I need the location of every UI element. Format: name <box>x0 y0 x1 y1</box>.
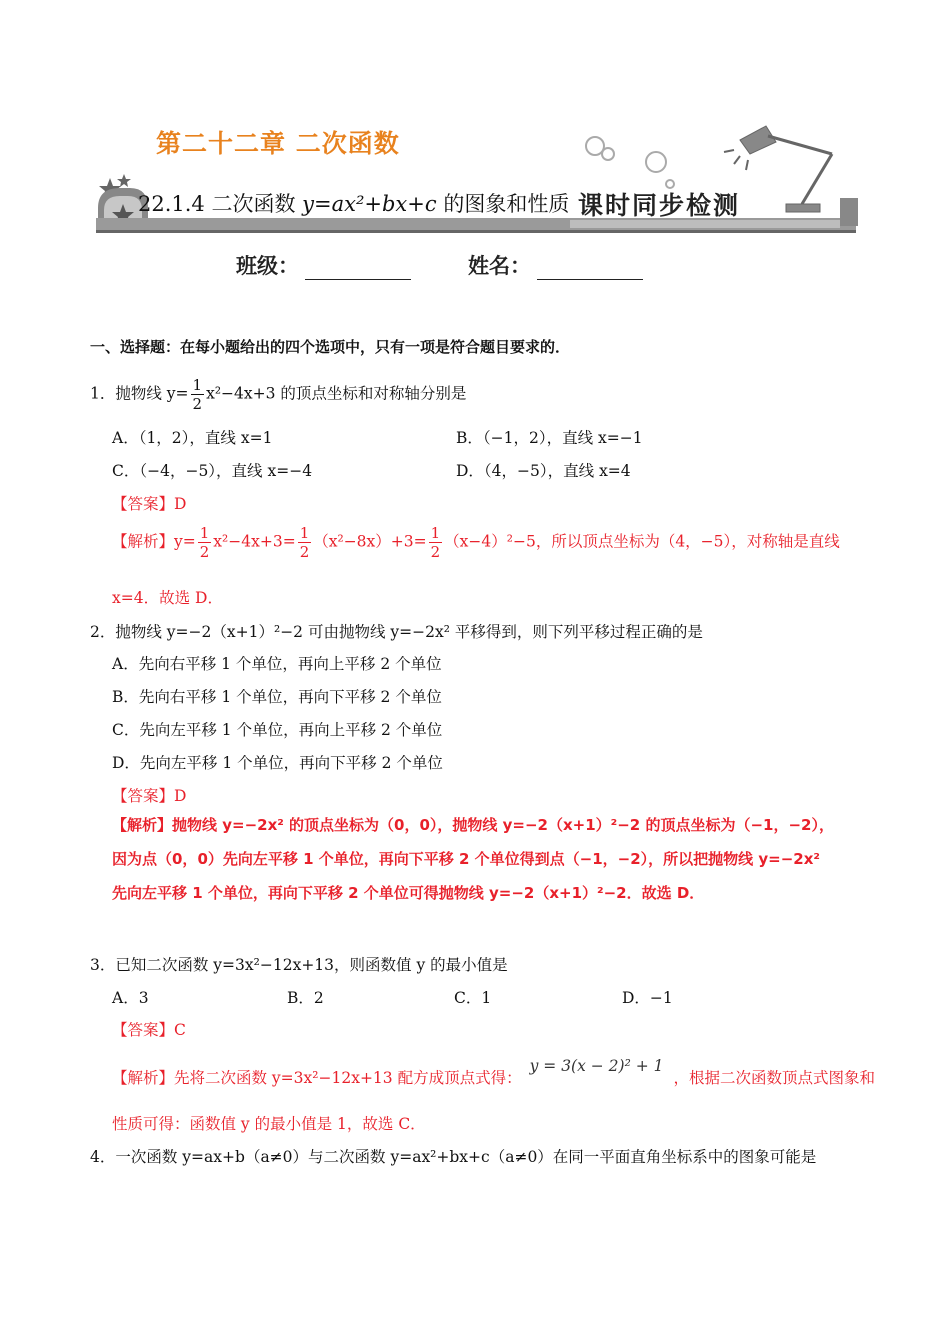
name-blank[interactable] <box>537 259 643 280</box>
q2-option-c[interactable]: C．先向左平移 1 个单位，再向上平移 2 个单位 <box>112 721 443 739</box>
fraction: $\frac{1}{2}$ <box>199 524 210 561</box>
name-field: 姓名： <box>468 250 643 280</box>
q3-option-c[interactable]: C．1 <box>454 989 492 1007</box>
q2-option-a[interactable]: A．先向右平移 1 个单位，再向上平移 2 个单位 <box>112 655 442 673</box>
q1-answer: 【答案】D <box>112 495 187 513</box>
q3-option-b[interactable]: B．2 <box>287 989 324 1007</box>
q2-option-d[interactable]: D．先向左平移 1 个单位，再向下平移 2 个单位 <box>112 754 443 772</box>
q3-option-d[interactable]: D．−1 <box>622 989 673 1007</box>
q3-analysis-line2: 性质可得：函数值 y 的最小值是 1，故选 C． <box>112 1115 426 1133</box>
chapter-title: 第二十二章 二次函数 <box>156 129 400 158</box>
q1-option-b[interactable]: B．（−1，2），直线 x=−1 <box>456 429 643 447</box>
q1-analysis-line2: x=4．故选 D． <box>112 589 223 607</box>
q1-option-d[interactable]: D．（4，−5），直线 x=4 <box>456 462 631 480</box>
q4-stem: 4．一次函数 y=ax+b（a≠0）与二次函数 y=ax²+bx+c（a≠0）在同一平面直角坐标系中的图象可能是 <box>90 1148 817 1166</box>
q2-stem: 2．抛物线 y=−2（x+1）²−2 可由抛物线 y=−2x² 平移得到，则下列平移过程正确的是 <box>90 623 703 641</box>
q3-stem: 3．已知二次函数 y=3x²−12x+13，则函数值 y 的最小值是 <box>90 956 508 974</box>
q2-analysis-line2: 因为点（0，0）先向左平移 1 个单位，再向下平移 2 个单位得到点（−1，−2），所以把抛物线 y=−2x² <box>112 850 820 868</box>
class-field: 班级： <box>236 250 411 280</box>
class-blank[interactable] <box>305 259 411 280</box>
section-title: 一、选择题：在每小题给出的四个选项中，只有一项是符合题目要求的． <box>90 338 571 356</box>
q3-answer: 【答案】C <box>112 1021 186 1039</box>
section-tag: 课时同步检测 <box>578 191 741 220</box>
bubble-icon <box>602 148 614 160</box>
q1-option-c[interactable]: C．（−4，−5），直线 x=−4 <box>112 462 313 480</box>
fraction: $\frac{1}{2}$ <box>192 376 203 413</box>
q1-stem: 1．抛物线 y= $\frac{1}{2}$ x²−4x+3 的顶点坐标和对称轴分别是 <box>90 376 467 413</box>
q2-analysis-line1: 【解析】抛物线 y=−2x² 的顶点坐标为（0，0），抛物线 y=−2（x+1）²−2 的顶点坐标为（−1，−2）， <box>112 816 834 834</box>
q3-analysis: 【解析】先将二次函数 y=3x²−12x+13 配方成顶点式得：y = 3(x − 2)² + 1，根据二次函数顶点式图象和 <box>112 1057 876 1087</box>
fraction: $\frac{1}{2}$ <box>430 524 441 561</box>
q1-option-a[interactable]: A．（1，2），直线 x=1 <box>112 429 273 447</box>
fraction: $\frac{1}{2}$ <box>299 524 310 561</box>
q2-option-b[interactable]: B．先向右平移 1 个单位，再向下平移 2 个单位 <box>112 688 442 706</box>
lesson-title: 22.1.4 二次函数 y=ax²+bx+c 的图象和性质 <box>138 192 570 216</box>
lesson-formula: y=ax²+bx+c <box>302 192 437 216</box>
q3-option-a[interactable]: A．3 <box>112 989 149 1007</box>
q2-answer: 【答案】D <box>112 787 187 805</box>
q1-analysis: 【解析】y= $\frac{1}{2}$ x²−4x+3= $\frac{1}{2}$ （x²−8x）+3= $\frac{1}{2}$ （x−4）²−5，所以顶点坐标为（4，−5），对称轴是直线 <box>112 524 840 561</box>
desk-lamp-icon <box>724 126 832 212</box>
star-icon <box>117 174 131 187</box>
vertex-form-formula: y = 3(x − 2)² + 1 <box>529 1057 664 1075</box>
bubble-icon <box>646 152 666 172</box>
q2-analysis-line3: 先向左平移 1 个单位，再向下平移 2 个单位可得抛物线 y=−2（x+1）²−2．故选 D． <box>112 884 705 902</box>
